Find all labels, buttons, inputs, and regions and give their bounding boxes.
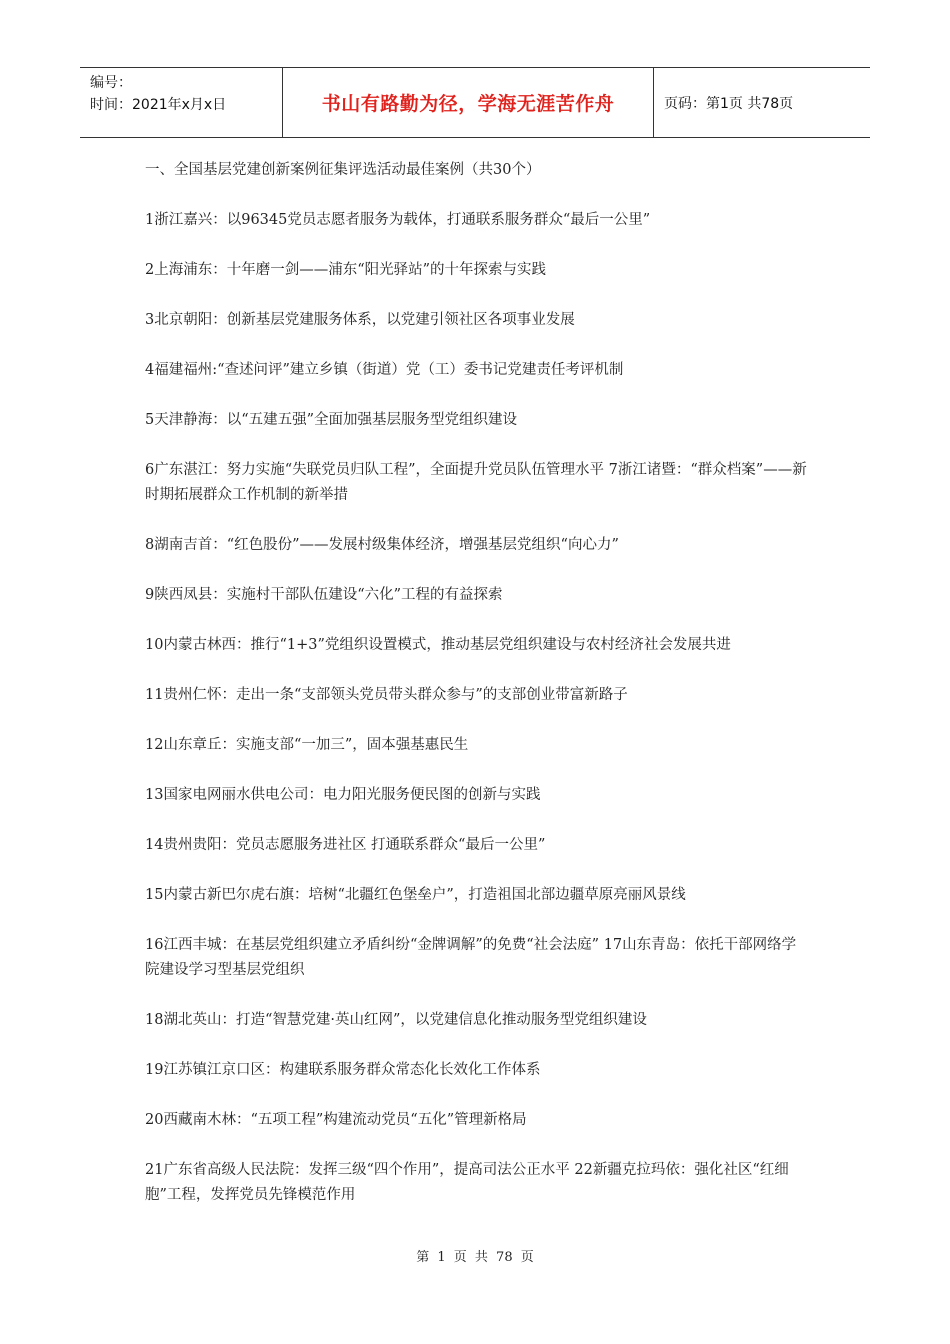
list-item: 18湖北英山：打造“智慧党建·英山红网”，以党建信息化推动服务型党组织建设 (145, 1012, 647, 1028)
list-item: 16江西丰城：在基层党组织建立矛盾纠纷“金牌调解”的免费“社会法庭” 17山东青岛：依托干部网络学院建设学习型基层党组织 (145, 937, 797, 978)
list-item: 6广东湛江：努力实施“失联党员归队工程”，全面提升党员队伍管理水平 7浙江诸暨：“群众档案”——新时期拓展群众工作机制的新举措 (145, 462, 807, 503)
list-item: 19江苏镇江京口区：构建联系服务群众常态化长效化工作体系 (145, 1062, 541, 1078)
list-item: 20西藏南木林：“五项工程”构建流动党员“五化”管理新格局 (145, 1112, 527, 1128)
list-item: 11贵州仁怀：走出一条“支部领头党员带头群众参与”的支部创业带富新路子 (145, 687, 628, 703)
header-motto: 书山有路勤为径，学海无涯苦作舟 (282, 68, 654, 137)
list-item: 12山东章丘：实施支部“一加三”，固本强基惠民生 (145, 737, 469, 753)
list-item: 2上海浦东：十年磨一剑——浦东“阳光驿站”的十年探索与实践 (145, 262, 547, 278)
list-item: 14贵州贵阳：党员志愿服务进社区 打通联系群众“最后一公里” (145, 837, 546, 853)
document-time-label: 时间：2021年x月x日 (90, 97, 227, 113)
list-item: 4福建福州:“查述问评”建立乡镇（街道）党（工）委书记党建责任考评机制 (145, 362, 624, 378)
document-body (145, 158, 810, 1233)
list-item: 3北京朝阳：创新基层党建服务体系，以党建引领社区各项事业发展 (145, 312, 575, 328)
list-item: 5天津静海：以“五建五强”全面加强基层服务型党组织建设 (145, 412, 518, 428)
document-number-label: 编号： (90, 75, 132, 91)
header-page-info: 页码：第1页 共78页 (664, 95, 794, 112)
header-meta (80, 68, 282, 137)
section-heading: 一、全国基层党建创新案例征集评选活动最佳案例（共30个） (145, 162, 541, 178)
list-item: 1浙江嘉兴：以96345党员志愿者服务为载体，打通联系服务群众“最后一公里” (145, 212, 651, 228)
page-footer: 第 1 页 共 78 页 (416, 1250, 534, 1265)
list-item: 13国家电网丽水供电公司：电力阳光服务便民图的创新与实践 (145, 787, 541, 803)
list-item: 15内蒙古新巴尔虎右旗：培树“北疆红色堡垒户”，打造祖国北部边疆草原亮丽风景线 (145, 887, 686, 903)
list-item: 10内蒙古林西：推行“1+3”党组织设置模式，推动基层党组织建设与农村经济社会发展共进 (145, 637, 731, 653)
page-header (80, 67, 870, 138)
list-item: 21广东省高级人民法院：发挥三级“四个作用”，提高司法公正水平 22新疆克拉玛依：强化社区“红细胞”工程，发挥党员先锋模范作用 (145, 1162, 789, 1203)
list-item: 9陕西凤县：实施村干部队伍建设“六化”工程的有益探索 (145, 587, 503, 603)
list-item: 8湖南吉首：“红色股份”——发展村级集体经济，增强基层党组织“向心力” (145, 537, 619, 553)
